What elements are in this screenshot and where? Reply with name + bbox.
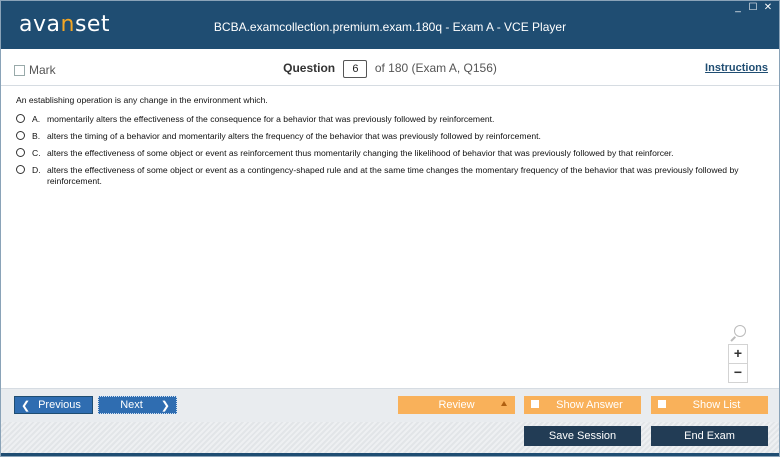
answer-letter: A. xyxy=(32,114,41,124)
next-button[interactable] xyxy=(98,396,177,414)
previous-button[interactable] xyxy=(14,396,93,414)
answer-letter: B. xyxy=(32,131,41,141)
review-button[interactable] xyxy=(398,396,515,414)
maximize-icon[interactable]: ☐ xyxy=(748,2,758,13)
answer-text: alters the effectiveness of some object or event as a contingency-shaped rule and at the same time changes the momentary frequency of the behavior that was previously followed by reinforcement. xyxy=(47,165,739,186)
answer-text: momentarily alters the effectiveness of the consequence for a behavior that was previously followed by reinforcement. xyxy=(47,114,495,124)
answer-text: alters the effectiveness of some object or event as reinforcement thus momentarily changing the likelihood of behavior that was previously followed by that reinforcer. xyxy=(47,148,674,158)
radio-icon[interactable] xyxy=(16,114,25,123)
question-label: Question xyxy=(283,61,336,76)
chevron-left-icon: ❮ xyxy=(21,400,31,412)
answer-option-b[interactable] xyxy=(16,131,761,142)
minimize-icon[interactable]: _ xyxy=(735,2,741,13)
window-title: BCBA.examcollection.premium.exam.180q - Exam A - VCE Player xyxy=(213,20,567,34)
window-controls xyxy=(733,3,773,13)
answer-text: alters the timing of a behavior and momentarily alters the frequency of the behavior that was previously followed by reinforcement. xyxy=(47,131,541,141)
review-label: Review xyxy=(438,399,475,411)
navigation-bar xyxy=(1,388,779,422)
close-icon[interactable]: ✕ xyxy=(763,2,773,13)
question-number-input[interactable]: 6 xyxy=(343,60,367,78)
next-label: Next xyxy=(120,399,143,411)
question-total: of 180 (Exam A, Q156) xyxy=(374,61,497,76)
title-bar xyxy=(1,1,779,49)
show-list-label: Show List xyxy=(692,399,741,411)
show-list-button[interactable] xyxy=(651,396,768,414)
footer-bar xyxy=(1,422,779,457)
magnifier-icon xyxy=(734,325,746,337)
question-body xyxy=(1,86,779,388)
answer-list xyxy=(16,114,761,193)
checkbox-icon xyxy=(531,400,539,408)
instructions-link[interactable]: Instructions xyxy=(705,62,768,74)
footer-accent-line xyxy=(1,453,779,457)
show-answer-label: Show Answer xyxy=(556,399,623,411)
save-session-button[interactable]: Save Session xyxy=(524,426,641,446)
checkbox-icon xyxy=(658,400,666,408)
zoom-in-button[interactable]: + xyxy=(728,344,748,364)
chevron-right-icon: ❯ xyxy=(160,400,170,412)
previous-label: Previous xyxy=(38,399,81,411)
zoom-out-button[interactable]: − xyxy=(728,363,748,383)
answer-option-c[interactable] xyxy=(16,148,761,159)
radio-icon[interactable] xyxy=(16,165,25,174)
radio-icon[interactable] xyxy=(16,131,25,140)
answer-letter: C. xyxy=(32,148,41,158)
question-header xyxy=(1,49,779,86)
end-exam-button[interactable]: End Exam xyxy=(651,426,768,446)
triangle-up-icon xyxy=(501,401,507,406)
answer-option-a[interactable] xyxy=(16,114,761,125)
question-navigator xyxy=(1,60,779,78)
radio-icon[interactable] xyxy=(16,148,25,157)
answer-option-d[interactable] xyxy=(16,165,761,187)
mark-label: Mark xyxy=(29,63,56,77)
app-logo: avanset xyxy=(19,12,111,37)
answer-letter: D. xyxy=(32,165,41,175)
question-text: An establishing operation is any change in the environment which. xyxy=(16,95,268,105)
show-answer-button[interactable] xyxy=(524,396,641,414)
